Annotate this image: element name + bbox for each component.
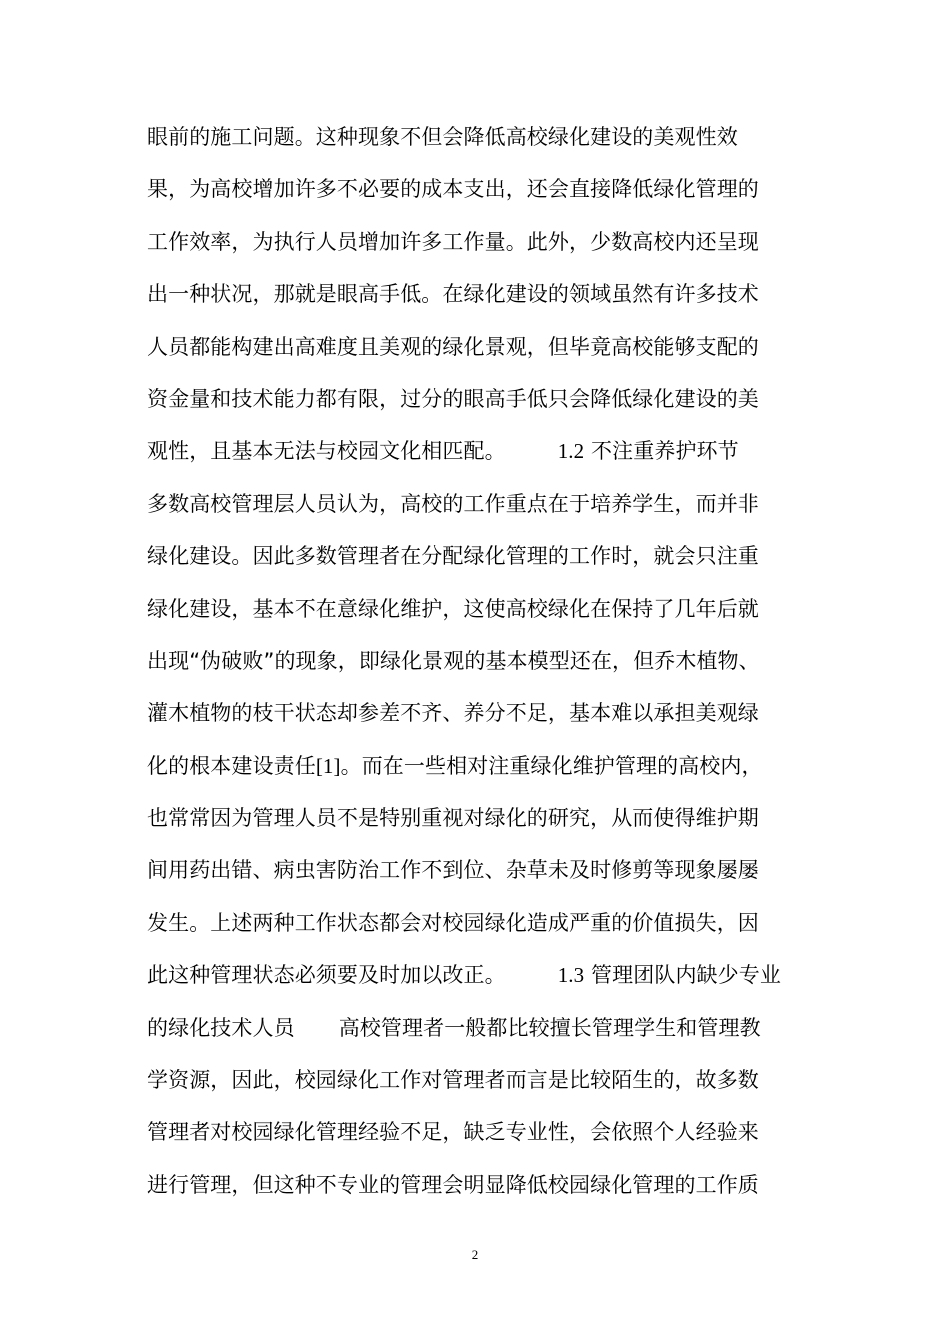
- text-line: 工作效率，为执行人员增加许多工作量。此外，少数高校内还呈现: [147, 229, 759, 254]
- section-heading-number: 1.2: [557, 439, 585, 464]
- text-line: 出现“伪破败”的现象，即绿化景观的基本模型还在，但乔木植物、: [147, 648, 760, 673]
- text-line: 也常常因为管理人员不是特别重视对绿化的研究，从而使得维护期: [147, 806, 759, 831]
- text-line: 管理者对校园绿化管理经验不足，缺乏专业性，会依照个人经验来: [147, 1120, 759, 1145]
- text-line: 此这种管理状态必须要及时加以改正。 1.3 管理团队内缺少专业: [147, 963, 781, 988]
- text-line: 间用药出错、病虫害防治工作不到位、杂草未及时修剪等现象屡屡: [147, 858, 759, 883]
- text-line: 观性，且基本无法与校园文化相匹配。 1.2 不注重养护环节: [147, 439, 739, 464]
- section-heading-number: 1.3: [557, 963, 585, 988]
- citation-reference: [1]: [315, 753, 341, 778]
- text-line: 资金量和技术能力都有限，过分的眼高手低只会降低绿化建设的美: [147, 386, 759, 411]
- section-heading: 管理团队内缺少专业: [584, 963, 781, 988]
- page-number: 2: [471, 1247, 479, 1262]
- text-line: 出一种状况，那就是眼高手低。在绿化建设的领域虽然有许多技术: [147, 282, 759, 307]
- text-line: 绿化建设，基本不在意绿化维护，这使高校绿化在保持了几年后就: [147, 596, 759, 621]
- text-line: 多数高校管理层人员认为，高校的工作重点在于培养学生，而并非: [147, 491, 759, 516]
- text-line: 学资源，因此，校园绿化工作对管理者而言是比较陌生的，故多数: [147, 1068, 759, 1093]
- text-line: 绿化建设。因此多数管理者在分配绿化管理的工作时，就会只注重: [147, 544, 759, 569]
- text-line: 化的根本建设责任[1]。而在一些相对注重绿化维护管理的高校内，: [147, 753, 763, 778]
- text-line: 的绿化技术人员 高校管理者一般都比较擅长管理学生和管理教: [147, 1015, 761, 1040]
- text-line: 发生。上述两种工作状态都会对校园绿化造成严重的价值损失，因: [147, 910, 759, 935]
- text-line: 人员都能构建出高难度且美观的绿化景观，但毕竟高校能够支配的: [147, 334, 759, 359]
- section-heading: 不注重养护环节: [584, 439, 739, 464]
- text-line: 进行管理，但这种不专业的管理会明显降低校园绿化管理的工作质: [147, 1172, 759, 1197]
- text-line: 果，为高校增加许多不必要的成本支出，还会直接降低绿化管理的: [147, 177, 759, 202]
- text-line: 灌木植物的枝干状态却参差不齐、养分不足，基本难以承担美观绿: [147, 701, 759, 726]
- body-text: [147, 117, 807, 1217]
- section-heading-continued: 的绿化技术人员: [147, 1015, 295, 1040]
- text-line: 眼前的施工问题。这种现象不但会降低高校绿化建设的美观性效: [147, 125, 738, 149]
